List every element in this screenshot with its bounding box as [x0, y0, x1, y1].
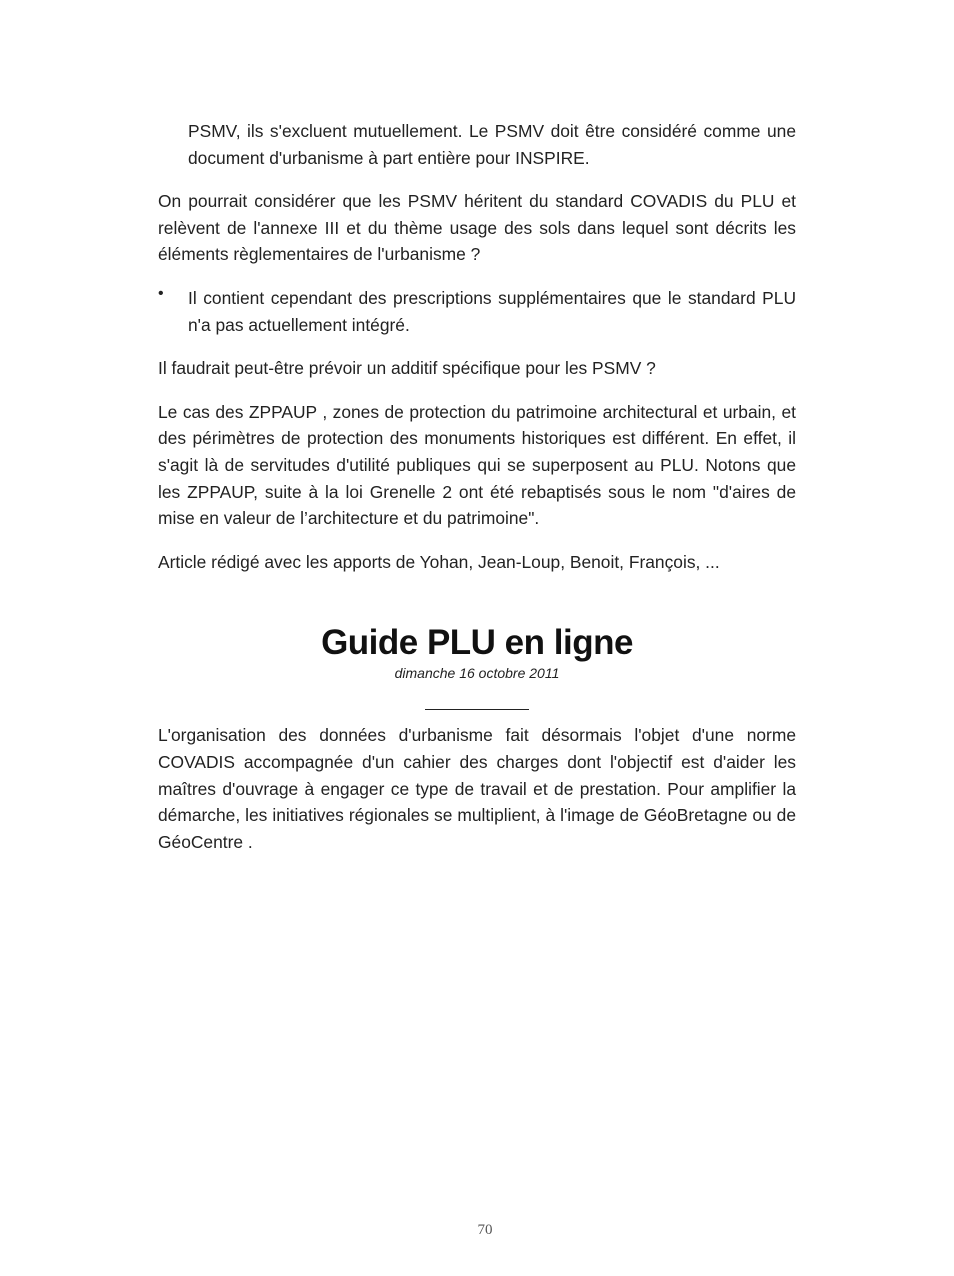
- bullet-marker: •: [158, 284, 164, 302]
- paragraph-credits: Article rédigé avec les apports de Yohan, Jean-Loup, Benoit, François, ...: [158, 551, 720, 572]
- article-title: Guide PLU en ligne: [321, 623, 633, 663]
- bullet-item-text: Il contient cependant des prescriptions supplémentaires que le standard PLU n'a pas actuellement intégré.: [188, 287, 796, 335]
- bullet-continuation-text: PSMV, ils s'excluent mutuellement. Le PSMV doit être considéré comme une document d'urbanisme à part entière pour INSPIRE.: [188, 121, 796, 168]
- page-number: 70: [477, 1222, 493, 1238]
- title-separator: [425, 709, 529, 710]
- paragraph-zppaup: Le cas des ZPPAUP , zones de protection du patrimoine architectural et urbain, et des périmètres de protection des monuments historiques est différent. En effet, il s'agit là de servitudes d'utilité publiques qui se superposent au PLU. Notons que les ZPPAUP, suite à la loi Grenelle 2 ont été rebaptisés sous le nom "d'aires de mise en valeur de l’architecture et du patrimoine".: [158, 401, 796, 529]
- page-content: [158, 118, 796, 855]
- article-header: [158, 623, 796, 710]
- paragraph-additif: Il faudrait peut-être prévoir un additif spécifique pour les PSMV ?: [158, 358, 656, 379]
- paragraph-covadis-heritage: On pourrait considérer que les PSMV héritent du standard COVADIS du PLU et relèvent de l'annexe III et du thème usage des sols dans lequel sont décrits les éléments règlementaires de l'urbanisme ?: [158, 191, 796, 265]
- article-date: dimanche 16 octobre 2011: [394, 665, 560, 682]
- bullet-item: [158, 285, 796, 338]
- article-body: L'organisation des données d'urbanisme fait désormais l'objet d'une norme COVADIS accompagnée d'un cahier des charges dont l'objectif est d'aider les maîtres d'ouvrage à engager ce type de travail et de prestation. Pour amplifier la démarche, les initiatives régionales se multiplient, à l'image de GéoBretagne ou de GéoCentre .: [158, 725, 796, 852]
